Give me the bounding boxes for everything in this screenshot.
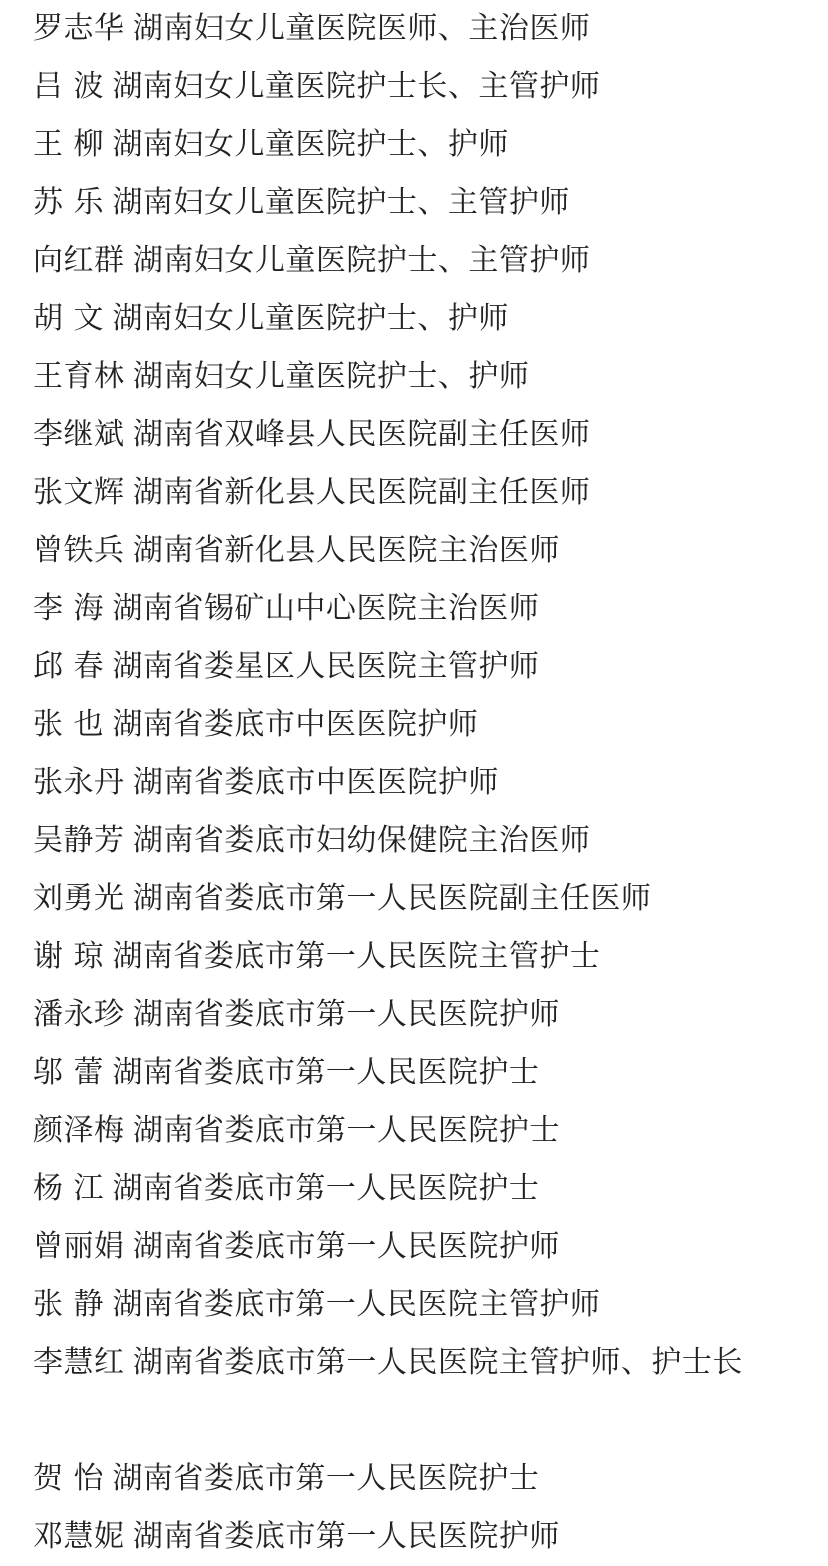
list-item [33,1218,803,1276]
person-affiliation: 湖南省锡矿山中心医院主治医师 [112,591,540,626]
list-item [33,1334,803,1450]
list-item [33,0,803,58]
person-name: 张 静 [33,1287,105,1322]
person-name: 邱 春 [33,649,105,684]
person-affiliation: 湖南省娄底市第一人民医院主管护师 [112,1287,601,1322]
person-affiliation: 湖南省娄底市第一人民医院主管护士 [112,939,601,974]
person-name: 吴静芳 [33,823,125,858]
staff-list [33,0,803,1566]
person-affiliation: 湖南省娄底市第一人民医院护士 [112,1461,540,1496]
person-name: 张 也 [33,707,105,742]
list-item [33,696,803,754]
list-item [33,464,803,522]
person-name: 曾铁兵 [33,533,125,568]
person-affiliation: 湖南省娄星区人民医院主管护师 [112,649,540,684]
list-item [33,870,803,928]
list-item [33,1276,803,1334]
person-affiliation: 湖南省娄底市妇幼保健院主治医师 [132,823,591,858]
person-name: 李继斌 [33,417,125,452]
person-name: 贺 怡 [33,1461,105,1496]
person-affiliation: 湖南省新化县人民医院主治医师 [132,533,560,568]
person-name: 李 海 [33,591,105,626]
person-affiliation: 湖南省新化县人民医院副主任医师 [132,475,591,510]
list-item [33,174,803,232]
list-item [33,754,803,812]
person-affiliation: 湖南妇女儿童医院护士、护师 [132,359,530,394]
person-name: 邬 蕾 [33,1055,105,1090]
list-item [33,348,803,406]
person-affiliation: 湖南省娄底市第一人民医院护师 [132,1519,560,1554]
person-name: 颜泽梅 [33,1113,125,1148]
list-item [33,1160,803,1218]
list-item [33,232,803,290]
list-item [33,812,803,870]
person-affiliation: 湖南省娄底市第一人民医院主管护师、护士长 [132,1345,743,1380]
person-name: 邓慧妮 [33,1519,125,1554]
person-name: 王 柳 [33,127,105,162]
list-item [33,638,803,696]
person-affiliation: 湖南省娄底市第一人民医院护士 [132,1113,560,1148]
person-name: 胡 文 [33,301,105,336]
list-item [33,928,803,986]
person-name: 谢 琼 [33,939,105,974]
person-name: 杨 江 [33,1171,105,1206]
list-item [33,986,803,1044]
person-affiliation: 湖南妇女儿童医院护士、主管护师 [132,243,591,278]
person-affiliation: 湖南省娄底市第一人民医院护士 [112,1171,540,1206]
list-item [33,522,803,580]
person-affiliation: 湖南妇女儿童医院护士长、主管护师 [112,69,601,104]
person-affiliation: 湖南妇女儿童医院护士、护师 [112,301,509,336]
list-item [33,1044,803,1102]
list-item [33,1508,803,1566]
list-item [33,1450,803,1508]
list-item [33,580,803,638]
list-item [33,58,803,116]
person-affiliation: 湖南省娄底市中医医院护师 [112,707,479,742]
person-name: 李慧红 [33,1345,125,1380]
list-item [33,406,803,464]
person-name: 潘永珍 [33,997,125,1032]
person-name: 刘勇光 [33,881,125,916]
list-item [33,116,803,174]
person-affiliation: 湖南妇女儿童医院医师、主治医师 [132,11,591,46]
person-name: 向红群 [33,243,125,278]
list-item [33,290,803,348]
person-name: 罗志华 [33,11,125,46]
person-affiliation: 湖南省双峰县人民医院副主任医师 [132,417,591,452]
person-affiliation: 湖南妇女儿童医院护士、主管护师 [112,185,570,220]
person-affiliation: 湖南省娄底市第一人民医院护士 [112,1055,540,1090]
person-name: 吕 波 [33,69,105,104]
person-name: 张永丹 [33,765,125,800]
person-affiliation: 湖南省娄底市第一人民医院护师 [132,1229,560,1264]
person-affiliation: 湖南妇女儿童医院护士、护师 [112,127,509,162]
person-name: 苏 乐 [33,185,105,220]
person-name: 王育林 [33,359,125,394]
person-name: 张文辉 [33,475,125,510]
person-affiliation: 湖南省娄底市中医医院护师 [132,765,499,800]
person-name: 曾丽娟 [33,1229,125,1264]
person-affiliation: 湖南省娄底市第一人民医院副主任医师 [132,881,652,916]
list-item [33,1102,803,1160]
person-affiliation: 湖南省娄底市第一人民医院护师 [132,997,560,1032]
